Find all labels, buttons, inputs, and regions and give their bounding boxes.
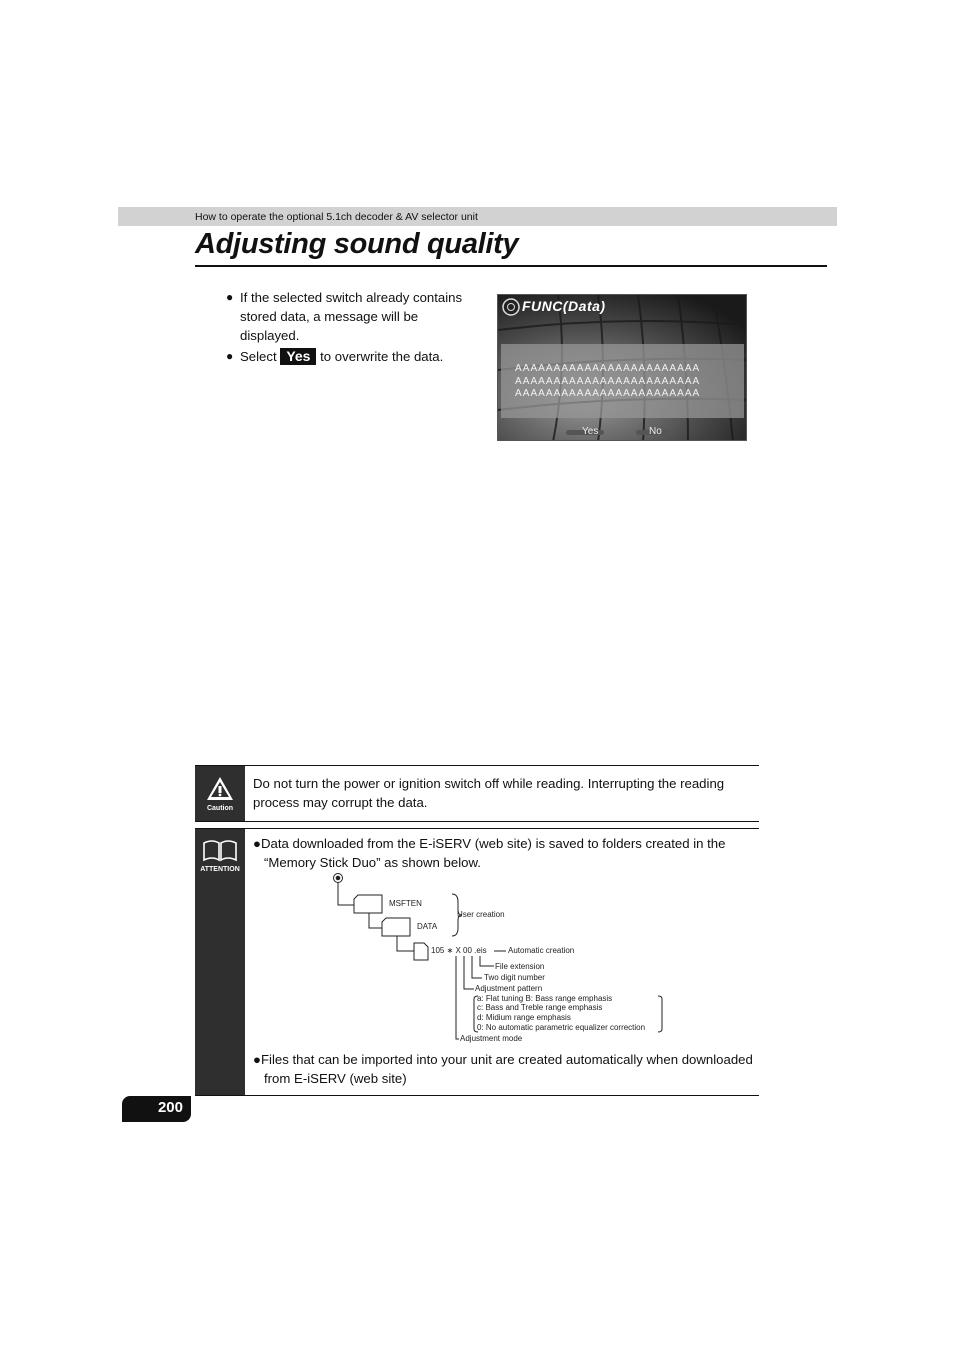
page-number: 200 xyxy=(157,1099,183,1116)
two-digit-number-label: Two digit number xyxy=(484,973,545,982)
pattern-c: c: Bass and Treble range emphasis xyxy=(477,1003,603,1012)
screen-no-button[interactable]: No xyxy=(649,426,662,437)
device-screen xyxy=(497,294,747,441)
caution-label: Caution xyxy=(206,805,234,812)
section-header-text: How to operate the optional 5.1ch decoder & AV selector unit xyxy=(195,211,478,223)
adjustment-mode-label: Adjustment mode xyxy=(460,1034,523,1043)
instruction-item-2 xyxy=(226,347,490,366)
file-extension-label: File extension xyxy=(495,962,545,971)
instruction-select-text: Select xyxy=(240,349,277,364)
instruction-item-1 xyxy=(226,288,480,345)
attention-label: ATTENTION xyxy=(200,866,240,873)
pattern-d: d: Midium range emphasis xyxy=(477,1013,571,1022)
folder-msften-label: MSFTEN xyxy=(389,899,422,908)
page-title: Adjusting sound quality xyxy=(195,228,519,260)
attention-bullet-1: ●Data downloaded from the E-iSERV (web site) is saved to folders created in the “Memory Stick Duo” as shown below. xyxy=(253,836,726,870)
page-number-badge xyxy=(122,1096,191,1122)
caution-box xyxy=(195,765,759,822)
attention-sidebar xyxy=(195,829,245,1095)
screen-title: FUNC(Data) xyxy=(522,298,606,314)
message-line-2: AAAAAAAAAAAAAAAAAAAAAAAA xyxy=(515,376,701,387)
yes-button-label: Yes xyxy=(280,348,316,365)
bullet-icon: ● xyxy=(226,349,234,363)
book-icon xyxy=(195,829,245,869)
message-line-1: AAAAAAAAAAAAAAAAAAAAAAAA xyxy=(515,363,701,374)
filename-label: 105 ∗ X 00 .eis xyxy=(431,946,487,955)
screen-yes-button[interactable]: Yes xyxy=(582,426,599,437)
folder-data-label: DATA xyxy=(417,922,438,931)
pattern-0: 0: No automatic parametric equalizer correction xyxy=(477,1023,646,1032)
section-header-bar xyxy=(118,207,837,226)
attention-bullet-2: ●Files that can be imported into your unit are created automatically when downloaded from E-iSERV (web site) xyxy=(253,1052,753,1086)
automatic-creation-label: Automatic creation xyxy=(508,946,575,955)
title-divider xyxy=(195,265,827,267)
caution-sidebar xyxy=(195,766,245,821)
user-creation-label: User creation xyxy=(457,910,505,919)
instruction-overwrite-text: to overwrite the data. xyxy=(320,349,444,364)
pattern-a-b: a: Flat tuning B: Bass range emphasis xyxy=(477,994,613,1003)
adjustment-pattern-label: Adjustment pattern xyxy=(475,984,543,993)
caution-text: Do not turn the power or ignition switch off while reading. Interrupting the reading process may corrupt the data. xyxy=(253,776,725,810)
instruction-text-1: If the selected switch already contains stored data, a message will be displayed. xyxy=(240,290,463,343)
caution-icon xyxy=(195,766,245,821)
message-line-3: AAAAAAAAAAAAAAAAAAAAAAAA xyxy=(515,388,701,399)
bullet-icon: ● xyxy=(226,290,234,304)
